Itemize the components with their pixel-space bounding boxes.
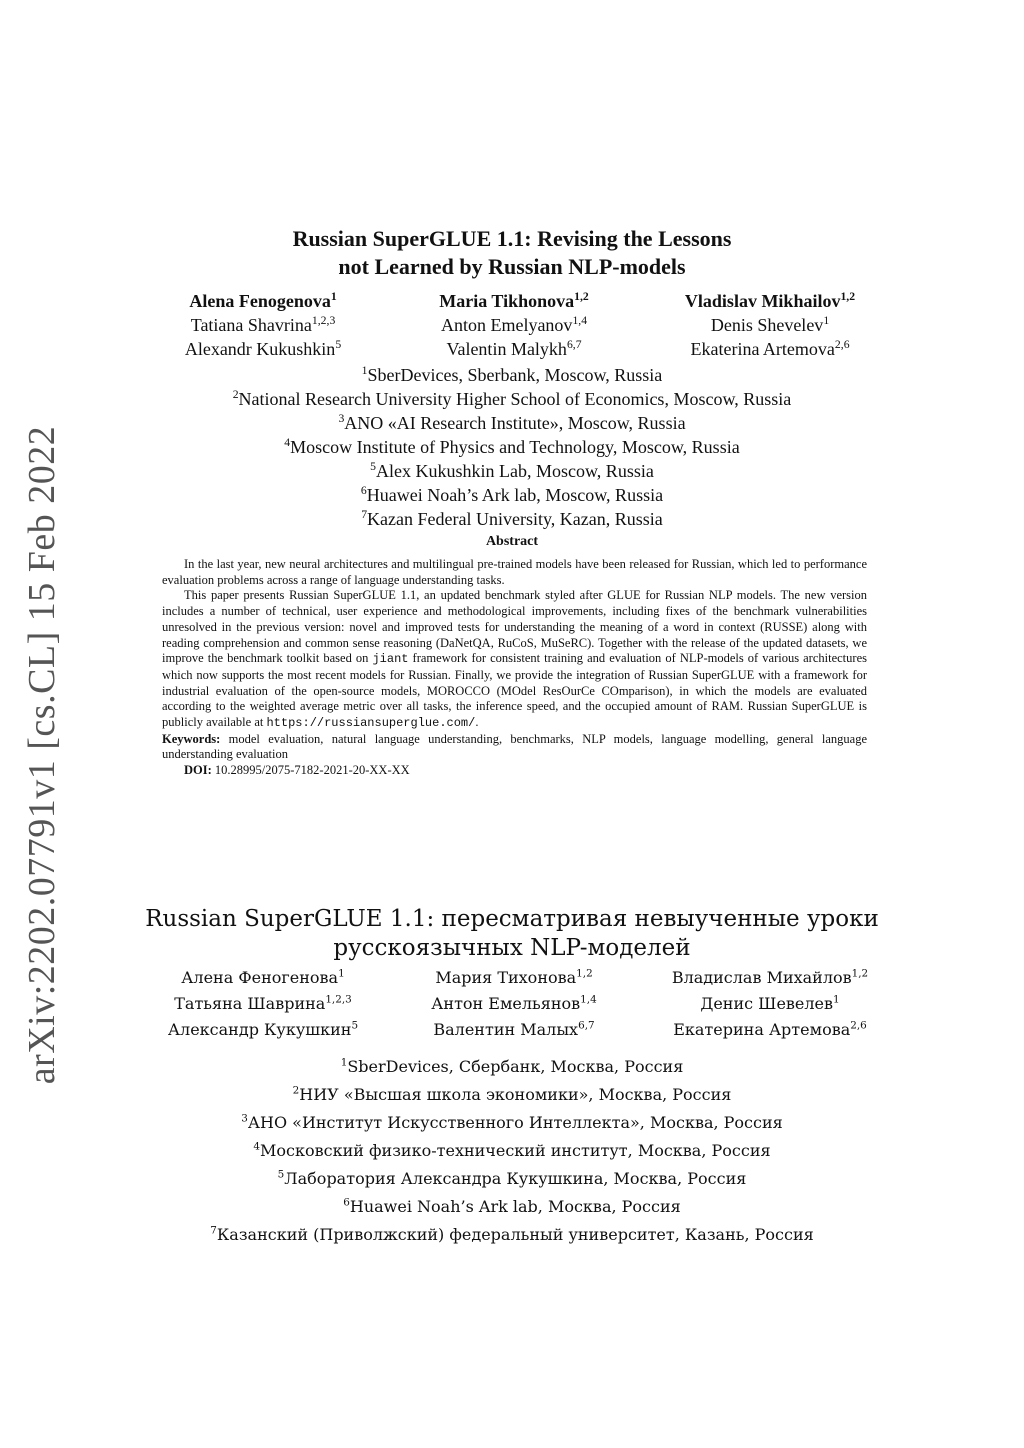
author-affil-mark: 1 <box>833 993 840 1006</box>
title-en-line-1: Russian SuperGLUE 1.1: Revising the Lessons <box>292 226 732 251</box>
affiliation <box>0 483 1024 507</box>
author-affil-mark: 1,4 <box>580 993 597 1006</box>
author-row <box>0 965 1024 991</box>
author <box>133 991 393 1017</box>
affil-text: Alex Kukushkin Lab, Moscow, Russia <box>376 461 654 481</box>
paper-title-ru <box>0 905 1024 963</box>
author-affil-mark: 1,2 <box>576 967 593 980</box>
author-affil-mark: 1,2 <box>840 290 856 303</box>
affil-mark: 6 <box>360 484 367 497</box>
author-name: Мария Тихонова <box>435 968 577 987</box>
affiliation <box>0 1081 1024 1109</box>
author <box>133 965 393 991</box>
abstract-heading: Abstract <box>485 534 539 549</box>
author-affil-mark: 6,7 <box>566 338 582 351</box>
author-name: Alena Fenogenova <box>189 291 331 311</box>
affil-text: SberDevices, Сбербанк, Москва, Россия <box>347 1057 684 1076</box>
author <box>640 289 900 313</box>
author-affil-mark: 1,4 <box>572 314 588 327</box>
author-affil-mark: 2,6 <box>834 338 850 351</box>
author-affil-mark: 1,2 <box>851 967 869 980</box>
affil-text: Казанский (Приволжский) федеральный университет, Казань, Россия <box>216 1225 814 1244</box>
author <box>384 313 644 337</box>
author-name: Екатерина Артемова <box>673 1020 851 1039</box>
doi-label: DOI: <box>184 763 212 778</box>
author-name: Денис Шевелев <box>700 994 834 1013</box>
keywords <box>162 732 867 763</box>
author <box>640 965 900 991</box>
author-row <box>0 289 1024 313</box>
author-affil-mark: 2,6 <box>850 1019 867 1032</box>
affiliation <box>0 411 1024 435</box>
author-name: Valentin Malykh <box>446 339 567 359</box>
affiliation <box>0 1053 1024 1081</box>
arxiv-id: arXiv:2202.07791v1 [cs.CL] 15 Feb 2022 <box>21 425 63 1085</box>
author-affil-mark: 1 <box>330 290 337 303</box>
author-name: Maria Tikhonova <box>439 291 575 311</box>
doi-value: 10.28995/2075-7182-2021-20-XX-XX <box>214 763 410 778</box>
author <box>384 337 644 361</box>
author-affil-mark: 1 <box>823 314 830 327</box>
affil-mark: 1 <box>361 364 368 377</box>
abstract-text: framework for consistent training and evaluation of NLP-models of various architectures which now supports the most recent models for Russian. Finally, we provide the integration of Russian SuperGLUE with a framework for industrial evaluation of the open-source models, MOROCCO (MOdel ResOurCe COmparison), in which the models are evaluated according to the weighted average metric over all tasks, the inference speed, and the occupied amount of RAM. Russian SuperGLUE is publicly available at <box>162 651 867 730</box>
abstract-paragraph-1: In the last year, new neural architectures and multilingual pre-trained models have been released for Russian, which led to performance evaluation problems across a range of language understanding tasks. <box>162 557 867 587</box>
affil-text: Kazan Federal University, Kazan, Russia <box>367 509 663 529</box>
author-affil-mark: 1,2,3 <box>325 993 352 1006</box>
author-row <box>0 337 1024 361</box>
affil-mark: 4 <box>284 436 291 449</box>
author-affil-mark: 1 <box>338 967 345 980</box>
affiliation <box>0 435 1024 459</box>
affil-text: SberDevices, Sberbank, Moscow, Russia <box>367 365 663 385</box>
abstract-text: . <box>475 715 479 730</box>
affil-mark: 7 <box>210 1224 217 1237</box>
author-affil-mark: 1,2,3 <box>311 314 336 327</box>
affil-mark: 5 <box>370 460 376 473</box>
author <box>640 1017 900 1043</box>
author <box>640 337 900 361</box>
affiliation <box>0 1137 1024 1165</box>
affiliations-en <box>0 363 1024 531</box>
affil-mark: 3 <box>338 412 345 425</box>
author <box>640 991 900 1017</box>
author <box>384 289 644 313</box>
toolkit-name: jiant <box>372 652 409 667</box>
affiliation <box>0 1221 1024 1249</box>
affil-mark: 1 <box>340 1056 348 1069</box>
keywords-text: model evaluation, natural language understanding, benchmarks, NLP models, language modelling, general language understanding evaluation <box>162 731 867 762</box>
author-name: Anton Emelyanov <box>440 315 573 335</box>
affil-text: ANO «AI Research Institute», Moscow, Russia <box>344 413 686 433</box>
author-name: Валентин Малых <box>433 1020 579 1039</box>
author-name: Denis Shevelev <box>710 315 824 335</box>
paper-title-en <box>0 225 1024 281</box>
affil-text: НИУ «Высшая школа экономики», Москва, Россия <box>299 1085 732 1104</box>
title-ru-line-2: русскоязычных NLP-моделей <box>333 935 691 961</box>
affiliations-ru <box>0 1053 1024 1249</box>
affil-text: National Research University Higher School of Economics, Moscow, Russia <box>238 389 792 409</box>
abstract-text: This paper presents Russian SuperGLUE 1.1, an updated benchmark styled after GLUE for Russian NLP models. The new version includes a number of technical, user experience and methodological improvements, including fixes of the benchmark vulnerabilities unresolved in the previous version: novel and improved tests for understanding the meaning of a word in context (RUSSE) along with reading comprehension and common sense reasoning (DaNetQA, RuCoS, MuSeRC). Together with the release of the updated datasets, we improve the benchmark toolkit based on <box>162 588 867 666</box>
author <box>133 289 393 313</box>
author-name: Алена Феногенова <box>181 968 339 987</box>
affil-mark: 7 <box>361 508 368 521</box>
author-name: Vladislav Mikhailov <box>684 291 841 311</box>
affil-mark: 5 <box>277 1168 285 1181</box>
author <box>640 313 900 337</box>
keywords-label: Keywords: <box>162 731 221 746</box>
affiliation <box>0 1109 1024 1137</box>
author-name: Ekaterina Artemova <box>690 339 835 359</box>
affiliation <box>0 1193 1024 1221</box>
affiliation <box>0 387 1024 411</box>
authors-ru <box>0 965 1024 1043</box>
author-row <box>0 991 1024 1017</box>
affil-mark: 2 <box>232 388 239 401</box>
author-row <box>0 1017 1024 1043</box>
authors-en <box>0 289 1024 361</box>
affil-mark: 4 <box>253 1140 261 1153</box>
affil-text: Московский физико-технический институт, Москва, Россия <box>260 1141 771 1160</box>
author-name: Татьяна Шаврина <box>174 994 326 1013</box>
author <box>133 1017 393 1043</box>
author <box>384 965 644 991</box>
abstract-paragraph-2 <box>162 588 867 731</box>
author-row <box>0 313 1024 337</box>
author-name: Александр Кукушкин <box>167 1020 352 1039</box>
affiliation <box>0 1165 1024 1193</box>
affil-mark: 6 <box>343 1196 350 1209</box>
author-affil-mark: 5 <box>351 1019 359 1032</box>
affil-text: Moscow Institute of Physics and Technology, Moscow, Russia <box>290 437 740 457</box>
project-url-link[interactable]: https://russiansuperglue.com/ <box>266 716 476 731</box>
affil-text: АНО «Институт Искусственного Интеллекта», Москва, Россия <box>247 1113 783 1132</box>
author <box>384 991 644 1017</box>
affil-text: Huawei Noah’s Ark lab, Moscow, Russia <box>366 485 664 505</box>
affil-text: Лаборатория Александра Кукушкина, Москва, Россия <box>284 1169 747 1188</box>
author-name: Владислав Михайлов <box>671 968 852 987</box>
affil-mark: 3 <box>241 1112 248 1125</box>
affiliation <box>0 363 1024 387</box>
abstract-body <box>162 557 867 779</box>
author-name: Alexandr Kukushkin <box>184 339 336 359</box>
affil-text: Huawei Noah’s Ark lab, Москва, Россия <box>349 1197 681 1216</box>
author-affil-mark: 1,2 <box>574 290 589 303</box>
author-name: Tatiana Shavrina <box>190 315 312 335</box>
author-affil-mark: 6,7 <box>578 1019 595 1032</box>
title-ru-line-1: Russian SuperGLUE 1.1: пересматривая невыученные уроки <box>145 906 879 932</box>
author <box>133 337 393 361</box>
doi <box>184 763 867 779</box>
author <box>384 1017 644 1043</box>
affil-mark: 2 <box>292 1084 300 1097</box>
title-en-line-2: not Learned by Russian NLP-models <box>338 254 686 279</box>
author <box>133 313 393 337</box>
author-affil-mark: 5 <box>335 338 342 351</box>
author-name: Антон Емельянов <box>431 994 581 1013</box>
affiliation <box>0 507 1024 531</box>
affiliation <box>0 459 1024 483</box>
